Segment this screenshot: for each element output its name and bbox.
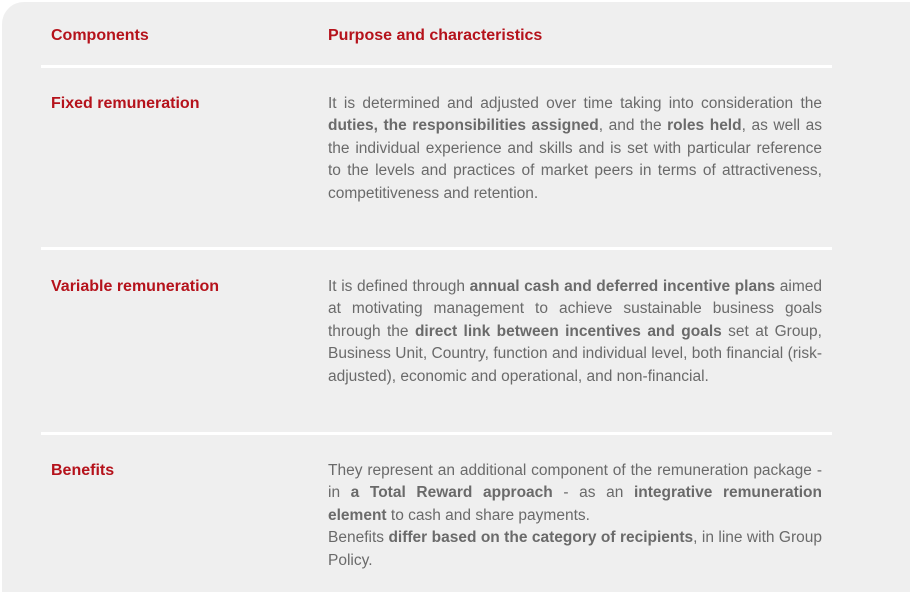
row-label-fixed: Fixed remuneration (51, 95, 200, 112)
header-components: Components (51, 27, 149, 44)
row-label-variable: Variable remuneration (51, 278, 220, 295)
divider (41, 65, 832, 68)
row-desc-variable: It is defined through annual cash and deferred incentive plans aimed at motivating management to achieve sustainable business goals through the direct link between incentives and goals set at Group, Business Unit, Country, function and individual level, both financial (risk-adjusted), economic and operational, and non-financial. (328, 278, 822, 385)
header-purpose: Purpose and characteristics (328, 27, 543, 44)
divider (41, 432, 832, 435)
row-desc-benefits: They represent an additional component of the remuneration package - in a Total Reward approach - as an integrative remuneration element to cash and share payments. Benefits differ based on the category of recipients, in line with Group Policy. (328, 462, 822, 569)
divider (41, 247, 832, 250)
row-desc-fixed: It is determined and adjusted over time taking into consideration the duties, the responsibilities assigned, and the roles held, as well as the individual experience and skills and is set with particular reference to the levels and practices of market peers in terms of attractiveness, competitiveness and retention. (328, 95, 822, 202)
row-label-benefits: Benefits (51, 462, 115, 479)
